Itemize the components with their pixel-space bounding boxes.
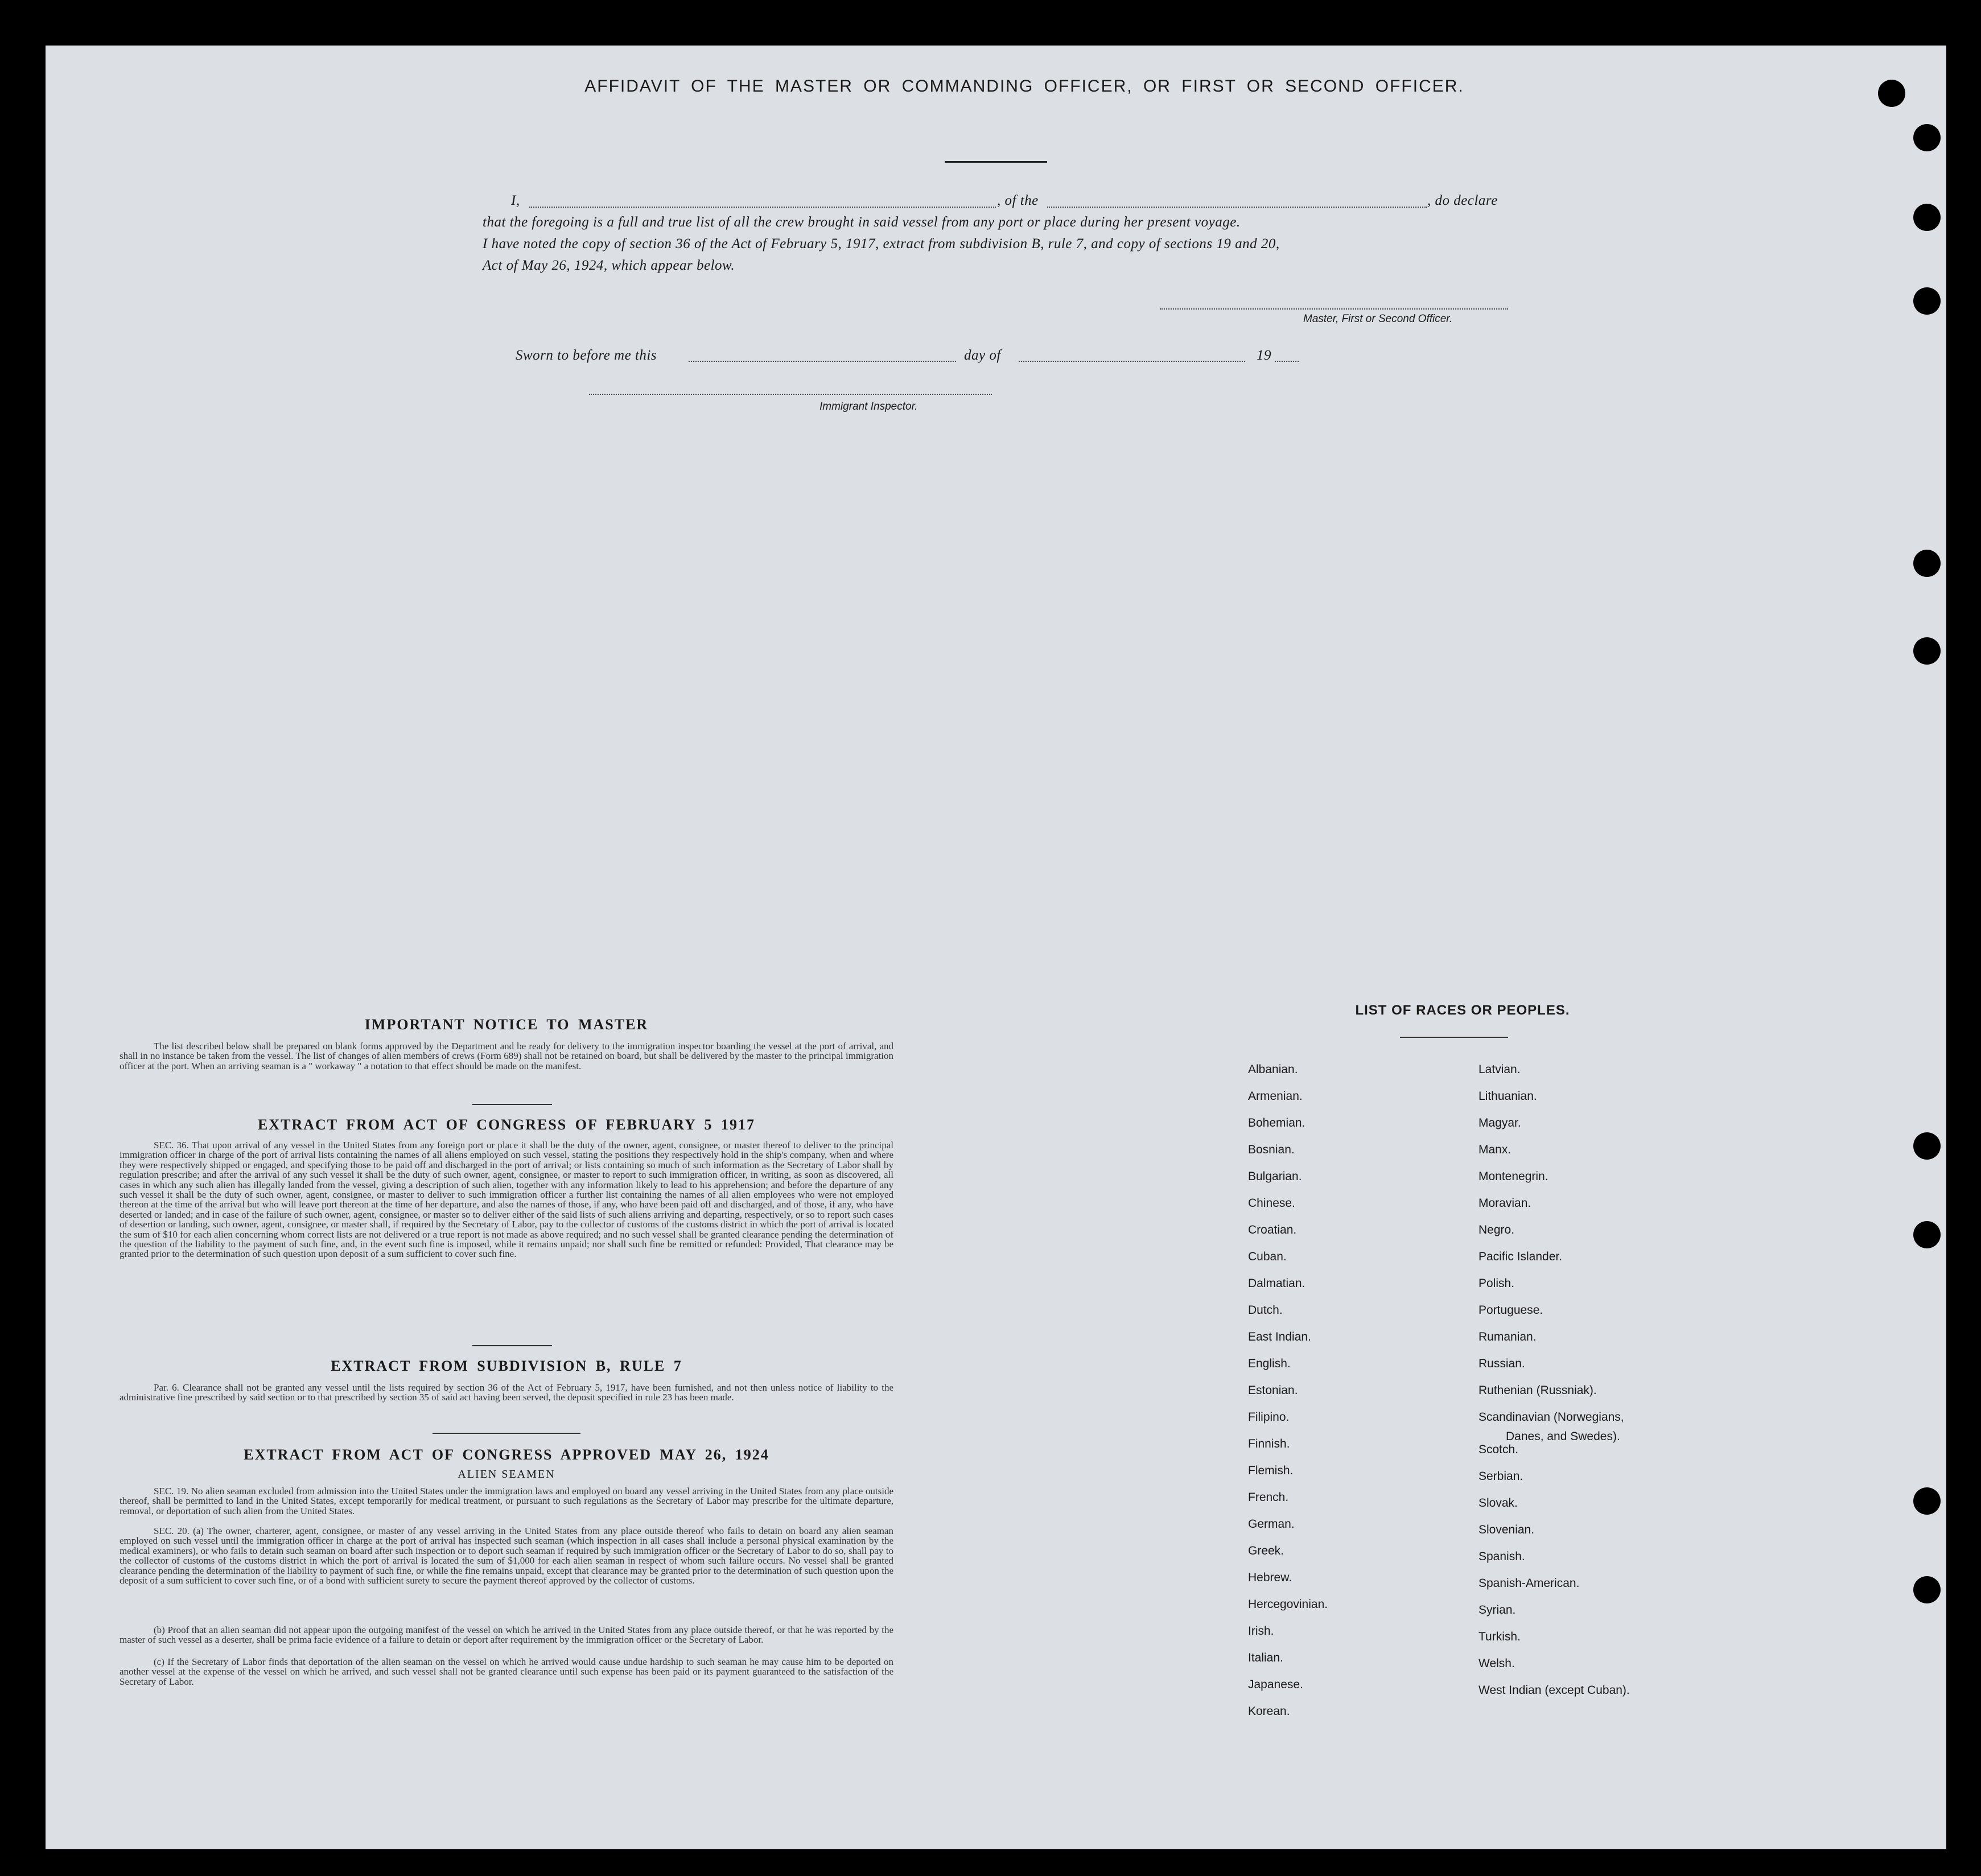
- race-item: East Indian.: [1248, 1330, 1311, 1343]
- sec20c-text: (c) If the Secretary of Labor finds that deportation of the alien seaman on the vessel on which he arrived would cause undue hardship to such seaman he may cause him to be deported on another vessel at the expense of the vessel on which he arrived, and such vessel shall not be granted clearance until such expense has been paid or its payment guaranteed to the satisfaction of the Secretary of Labor.: [120, 1656, 893, 1687]
- sec20a-text: SEC. 20. (a) The owner, charterer, agent, consignee, or master of any vessel arriving in the United States from any place outside thereof who fails to detain on board any alien seaman employed on such vessel until the immigration officer in charge at the port of arrival has inspected such seaman (which inspection in all cases shall include a personal physical examination by the medical examiners), or who fails to detain such seaman on board after such inspection or to deport such seaman if required by such immigration officer or the Secretary of Labor to do so, shall pay to the collector of customs of the customs district in which the port of arrival is located the sum of $1,000 for each alien seaman in respect of whom such failure occurs. No vessel shall be granted clearance pending the determination of the liability to payment of such fine, or while the fine remains unpaid, except that clearance may be granted prior to the determination of such question upon the deposit of a sum sufficient to cover such fine, or of a bond with sufficient surety to secure the payment thereof approved by the collector of customs.: [120, 1525, 893, 1586]
- sec20b-text: (b) Proof that an alien seaman did not appear upon the outgoing manifest of the vessel on which he arrived in the United States from any place outside thereof, or that he was reported by the master of such vessel as a deserter, shall be prima facie evidence of a failure to detain or deport after requirement by the immigration officer or the Secretary of Labor.: [120, 1625, 893, 1646]
- race-item: Welsh.: [1478, 1657, 1515, 1670]
- vessel-name-blank[interactable]: [1047, 207, 1427, 208]
- race-item: Moravian.: [1478, 1197, 1531, 1210]
- punch-hole: [1913, 1576, 1941, 1603]
- race-item: Slovenian.: [1478, 1523, 1535, 1536]
- race-item: German.: [1248, 1518, 1295, 1531]
- year-prefix: 19: [1257, 348, 1271, 363]
- race-item: Scotch.: [1478, 1443, 1519, 1456]
- race-item: Magyar.: [1478, 1116, 1521, 1129]
- punch-hole: [1913, 1487, 1941, 1515]
- notice-title: IMPORTANT NOTICE TO MASTER: [364, 1016, 649, 1033]
- race-item: Bosnian.: [1248, 1143, 1295, 1156]
- race-item: Chinese.: [1248, 1197, 1295, 1210]
- day-of-label: day of: [964, 348, 1001, 363]
- race-item: West Indian (except Cuban).: [1478, 1684, 1630, 1697]
- race-item: Manx.: [1478, 1143, 1512, 1156]
- race-item: Dutch.: [1248, 1304, 1283, 1317]
- punch-hole: [1913, 124, 1941, 151]
- inspector-caption: Immigrant Inspector.: [819, 401, 918, 413]
- race-item: Serbian.: [1478, 1470, 1523, 1483]
- extract-1924-title: EXTRACT FROM ACT OF CONGRESS APPROVED MAY 26, 1924: [244, 1446, 769, 1463]
- race-item: Scandinavian (Norwegians,: [1478, 1411, 1624, 1424]
- separator: [433, 1433, 580, 1434]
- race-item: Turkish.: [1478, 1630, 1521, 1643]
- race-item: Negro.: [1478, 1223, 1515, 1236]
- race-item: French.: [1248, 1491, 1289, 1504]
- extract-rule7-title: EXTRACT FROM SUBDIVISION B, RULE 7: [331, 1358, 682, 1374]
- punch-hole: [1913, 1132, 1941, 1160]
- race-item: Lithuanian.: [1478, 1090, 1537, 1103]
- affidavit-line4: Act of May 26, 1924, which appear below.: [483, 258, 735, 273]
- race-item: Japanese.: [1248, 1678, 1303, 1691]
- race-item: Hercegovinian.: [1248, 1598, 1328, 1611]
- punch-hole: [1913, 637, 1941, 665]
- extract-1924-subtitle: ALIEN SEAMEN: [458, 1468, 555, 1481]
- sworn-label: Sworn to before me this: [516, 348, 657, 363]
- race-item: Slovak.: [1478, 1496, 1518, 1510]
- separator: [472, 1345, 552, 1346]
- punch-hole: [1913, 287, 1941, 315]
- sworn-month-blank[interactable]: [1019, 361, 1245, 362]
- races-title: LIST OF RACES OR PEOPLES.: [1355, 1003, 1570, 1018]
- extract-1917-text: SEC. 36. That upon arrival of any vessel in the United States from any foreign port or place it shall be the duty of the owner, agent, consignee, or master thereof to deliver to the principal immigration officer in charge of the port of arrival lists containing the names of all aliens employed on such vessel, stating the positions they respectively hold in the ship's company, when and where they were respectively shipped or engaged, and specifying those to be paid off and discharged in the port of arrival; or lists containing so much of such information as the Secretary of Labor shall by regulation prescribe; and after the arrival of any such vessel it shall be the duty of such owner, agent, consignee, or master to report to such immigration officer, in writing, as soon as discovered, all cases in which any such alien has illegally landed from the vessel, giving a description of such alien, together with any information likely to lead to his apprehension; and before the departure of any such vessel it shall be the duty of such owner, agent, consignee, or master to deliver to such immigration officer a further list containing the names of all alien employees who were not employed thereon at the time of the arrival but who will leave port thereon at the time of her departure, and also the names of those, if any, who have been paid off and discharged, and of those, if any, who have deserted or landed; and in case of the failure of such owner, agent, consignee, or master so to deliver either of the said lists of such aliens arriving and departing, respectively, or so to report such cases of desertion or landing, such owner, agent, consignee, or master shall, if required by the Secretary of Labor, pay to the collector of customs of the customs district in which the port of arrival is located the sum of $10 for each alien concerning whom correct lists are not delivered or a true report is not made as above required; and no such vessel shall be granted clearance pending the determination of the question of the liability to the payment of such fine, and, in the event such fine is imposed, while it remains unpaid; nor shall such fine be remitted or refunded: Provided, That clearance may be granted prior to the determination of such question upon deposit of a sum sufficient to cover such fine.: [120, 1140, 893, 1260]
- race-item: Finnish.: [1248, 1437, 1290, 1450]
- race-item: Polish.: [1478, 1277, 1515, 1290]
- race-item: Cuban.: [1248, 1250, 1287, 1263]
- extract-rule7-text: Par. 6. Clearance shall not be granted any vessel until the lists required by section 36 of the Act of February 5, 1917, have been furnished, and not then unless notice of liability to the administrative fine prescribed by said section or to that prescribed by section 35 of said act having been served, the deposit specified in rule 23 has been made.: [120, 1382, 893, 1403]
- race-item: Bohemian.: [1248, 1116, 1305, 1129]
- punch-hole: [1913, 550, 1941, 577]
- race-item: Estonian.: [1248, 1384, 1298, 1397]
- race-item: Flemish.: [1248, 1464, 1294, 1477]
- affidavit-line1-of-the: , of the: [997, 193, 1039, 208]
- race-item: Albanian.: [1248, 1063, 1298, 1076]
- sworn-day-blank[interactable]: [689, 361, 956, 362]
- master-caption: Master, First or Second Officer.: [1303, 313, 1453, 325]
- race-item: Hebrew.: [1248, 1571, 1292, 1584]
- race-item: Pacific Islander.: [1478, 1250, 1563, 1263]
- race-item-continued: Danes, and Swedes).: [1506, 1430, 1620, 1443]
- affidavit-line3: I have noted the copy of section 36 of the Act of February 5, 1917, extract from subdivision B, rule 7, and copy of sections 19 and 20,: [483, 236, 1280, 251]
- sec19-text: SEC. 19. No alien seaman excluded from admission into the United States under the immigration laws and employed on board any vessel arriving in the United States from any place outside thereof, shall be permitted to land in the United States, except temporarily for medical treatment, or pursuant to such regulations as the Secretary of Labor may prescribe for the ultimate departure, removal, or deportation of such alien from the United States.: [120, 1486, 893, 1516]
- race-item: Greek.: [1248, 1544, 1284, 1557]
- race-item: Filipino.: [1248, 1411, 1290, 1424]
- punch-hole: [1913, 1221, 1941, 1248]
- race-item: Montenegrin.: [1478, 1170, 1548, 1183]
- affidavit-title: AFFIDAVIT OF THE MASTER OR COMMANDING OFFICER, OR FIRST OR SECOND OFFICER.: [584, 77, 1464, 96]
- race-item: Spanish-American.: [1478, 1577, 1580, 1590]
- race-item: Syrian.: [1478, 1603, 1516, 1617]
- extract-1917-title: EXTRACT FROM ACT OF CONGRESS OF FEBRUARY 5 1917: [258, 1116, 755, 1133]
- race-item: Spanish.: [1478, 1550, 1525, 1563]
- separator: [472, 1104, 552, 1105]
- race-item: Portuguese.: [1478, 1304, 1543, 1317]
- sworn-year-blank[interactable]: [1275, 361, 1299, 362]
- master-signature-blank[interactable]: [1160, 308, 1508, 310]
- race-item: Armenian.: [1248, 1090, 1303, 1103]
- race-item: Bulgarian.: [1248, 1170, 1302, 1183]
- race-item: Russian.: [1478, 1357, 1525, 1370]
- race-item: Irish.: [1248, 1625, 1274, 1638]
- race-item: Croatian.: [1248, 1223, 1297, 1236]
- race-item: Italian.: [1248, 1651, 1283, 1664]
- race-item: English.: [1248, 1357, 1291, 1370]
- affidavit-line2: that the foregoing is a full and true list of all the crew brought in said vessel from any port or place during her present voyage.: [483, 215, 1241, 230]
- race-item: Ruthenian (Russniak).: [1478, 1384, 1597, 1397]
- notice-text: The list described below shall be prepared on blank forms approved by the Department and be ready for delivery to the immigration inspector boarding the vessel at the port of arrival, and shall in no instance be taken from the vessel. The list of changes of alien members of crews (Form 689) shall not be retained on board, but shall be delivered by the master to the principal immigration officer at the port. When an arriving seaman is a " workaway " a notation to that effect should be made on the manifest.: [120, 1041, 893, 1071]
- affidavit-line1-declare: , do declare: [1427, 193, 1498, 208]
- punch-hole: [1878, 80, 1905, 107]
- title-underline: [945, 161, 1047, 163]
- races-underline: [1400, 1037, 1508, 1038]
- race-item: Korean.: [1248, 1705, 1290, 1718]
- punch-hole: [1913, 204, 1941, 231]
- race-item: Rumanian.: [1478, 1330, 1537, 1343]
- master-name-blank[interactable]: [529, 207, 996, 208]
- race-item: Dalmatian.: [1248, 1277, 1305, 1290]
- race-item: Latvian.: [1478, 1063, 1521, 1076]
- affidavit-line1-i: I,: [511, 193, 520, 208]
- inspector-signature-blank[interactable]: [589, 394, 992, 395]
